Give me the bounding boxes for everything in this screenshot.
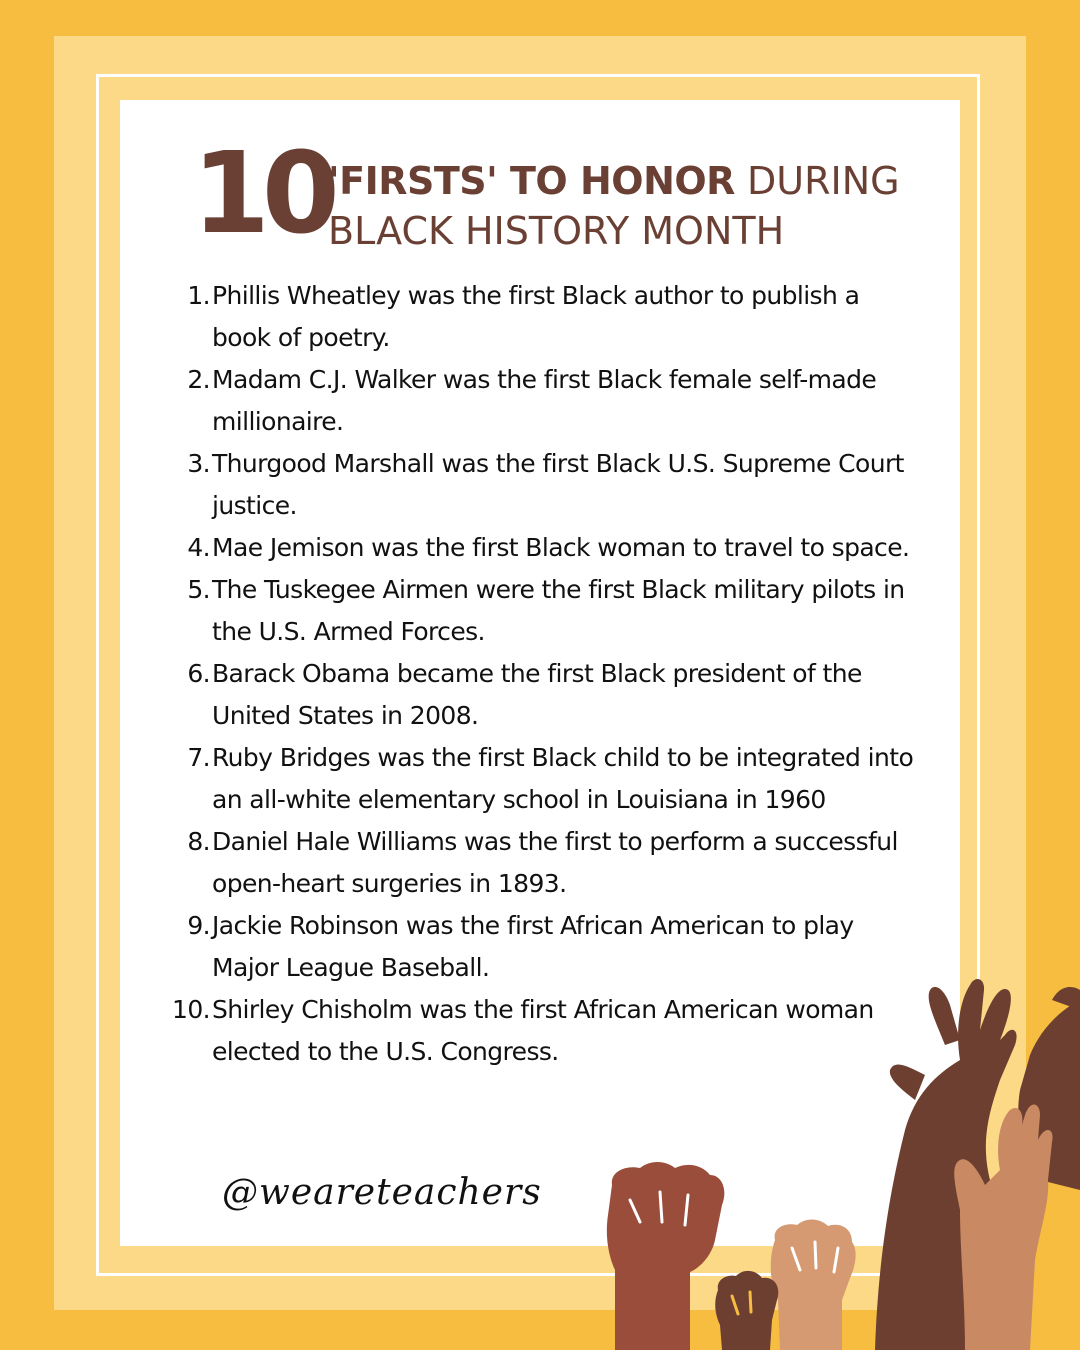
social-handle: @weareteachers xyxy=(222,1172,542,1213)
title-emphasis: 'FIRSTS' TO HONOR xyxy=(328,159,735,203)
item-number: 10. xyxy=(172,995,210,1024)
item-text: Barack Obama became the first Black president of the United States in 2008. xyxy=(212,659,862,730)
list-item xyxy=(160,821,920,905)
item-number: 4. xyxy=(187,533,210,562)
item-text: Daniel Hale Williams was the first to perform a successful open-heart surgeries in 1893. xyxy=(212,827,898,898)
title-number: 10 xyxy=(192,129,332,259)
list-item xyxy=(160,569,920,653)
list-item xyxy=(160,359,920,443)
item-number: 9. xyxy=(187,911,210,940)
list-item xyxy=(160,653,920,737)
item-text: Thurgood Marshall was the first Black U.S. Supreme Court justice. xyxy=(212,449,904,520)
item-number: 8. xyxy=(187,827,210,856)
item-text: Madam C.J. Walker was the first Black female self-made millionaire. xyxy=(212,365,877,436)
list-item xyxy=(160,905,920,989)
title-during: DURING xyxy=(747,159,900,203)
list-item xyxy=(160,737,920,821)
item-text: Shirley Chisholm was the first African American woman elected to the U.S. Congress. xyxy=(212,995,874,1066)
item-number: 1. xyxy=(187,281,210,310)
list-item xyxy=(160,275,920,359)
list-item xyxy=(160,443,920,527)
item-text: Mae Jemison was the first Black woman to travel to space. xyxy=(212,533,910,562)
firsts-list xyxy=(160,275,920,1073)
item-text: The Tuskegee Airmen were the first Black military pilots in the U.S. Armed Forces. xyxy=(212,575,905,646)
item-text: Phillis Wheatley was the first Black author to publish a book of poetry. xyxy=(212,281,860,352)
item-number: 2. xyxy=(187,365,210,394)
item-number: 3. xyxy=(187,449,210,478)
open-hand-far-right xyxy=(1018,987,1080,1190)
item-number: 7. xyxy=(187,743,210,772)
title-line-1 xyxy=(328,159,900,203)
item-text: Ruby Bridges was the first Black child to be integrated into an all-white elementary school in Louisiana in 1960 xyxy=(212,743,914,814)
list-item xyxy=(160,989,920,1073)
item-number: 6. xyxy=(187,659,210,688)
item-number: 5. xyxy=(187,575,210,604)
title-line-2: BLACK HISTORY MONTH xyxy=(328,209,785,253)
list-item xyxy=(160,527,920,569)
item-text: Jackie Robinson was the first African American to play Major League Baseball. xyxy=(212,911,854,982)
